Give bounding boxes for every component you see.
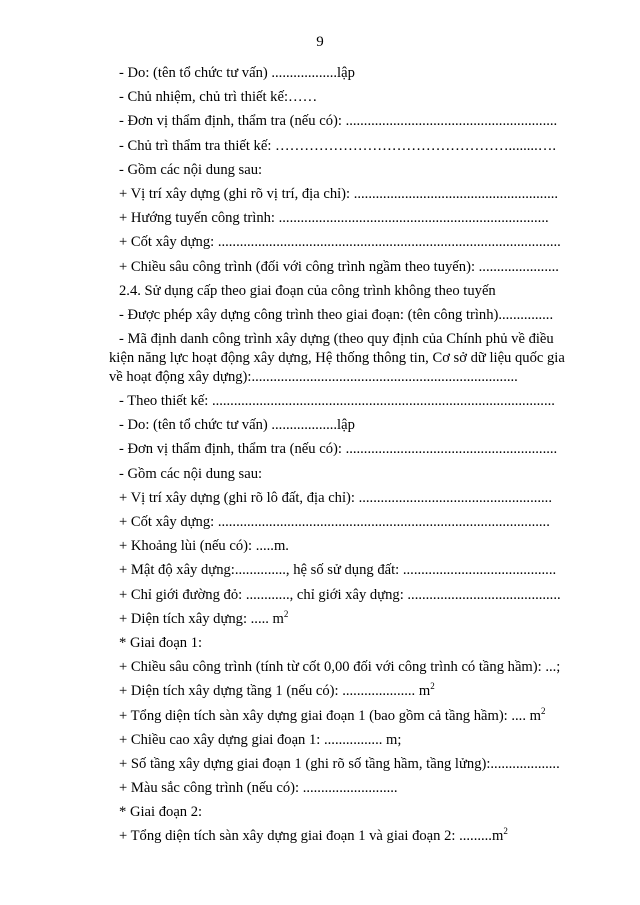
total-floor-area-line-2: + Tổng diện tích sàn xây dựng giai đoạn 1 và giai đoạn 2: $.........m^2$ (119, 827, 508, 845)
section-heading-2-4: 2.4. Sử dụng cấp theo giai đoạn của công trình không theo tuyến (119, 282, 496, 299)
phased-construction-line: - Được phép xây dựng công trình theo giai đoạn: (tên công trình)............... (119, 306, 554, 323)
boundary-line: + Chỉ giới đường đỏ: ............, chỉ giới xây dựng: .......................................... (119, 586, 561, 603)
contents-heading: - Gồm các nội dung sau: (119, 161, 263, 178)
underground-depth-line: + Chiều sâu công trình (đối với công trình ngầm theo tuyến): ...................... (119, 258, 559, 275)
construction-area-line: + Diện tích xây dựng: ..... $m^2$ (119, 609, 289, 627)
consultant-line-2: - Do: (tên tổ chức tư vấn) ..................lập (119, 417, 355, 434)
appraisal-unit-line: - Đơn vị thẩm định, thẩm tra (nếu có): .......................................................... (119, 113, 558, 130)
depth-line: + Chiều sâu công trình (tính từ cốt 0,00 đối với công trình có tầng hầm): ...; (119, 659, 561, 676)
design-line: - Theo thiết kế: .............................................................................................. (119, 393, 555, 410)
document-body (109, 64, 579, 852)
location-line: + Vị trí xây dựng (ghi rõ vị trí, địa chỉ): ........................................................ (119, 185, 559, 202)
design-lead-line: - Chủ nhiệm, chủ trì thiết kế:…… (119, 89, 318, 106)
height-line: + Chiều cao xây dựng giai đoạn 1: ................ m; (119, 731, 402, 748)
route-direction-line: + Hướng tuyến công trình: .......................................................................... (119, 210, 549, 227)
setback-line: + Khoảng lùi (nếu có): .....m. (119, 538, 289, 555)
contents-heading-2: - Gồm các nội dung sau: (119, 465, 263, 482)
color-line: + Màu sắc công trình (nếu có): .......................... (119, 780, 398, 797)
floor-count-line: + Số tầng xây dựng giai đoạn 1 (ghi rõ số tầng hầm, tầng lửng):................... (119, 755, 560, 772)
appraisal-unit-line-2: - Đơn vị thẩm định, thẩm tra (nếu có): .......................................................... (119, 441, 558, 458)
total-floor-area-line-1: + Tổng diện tích sàn xây dựng giai đoạn 1 (bao gồm cả tầng hầm): .... $m^2$ (119, 706, 546, 724)
page-number: 9 (316, 34, 324, 50)
project-id-paragraph: - Mã định danh công trình xây dựng (theo quy định của Chính phủ về điều kiện năng lực hoạt động xây dựng, Hệ thống thông tin, Cơ sở dữ liệu quốc gia về hoạt động xây dựng):......................................................................... (109, 331, 565, 386)
density-line: + Mật độ xây dựng:.............., hệ số sử dụng đất: .......................................... (119, 562, 557, 579)
design-review-lead-line: - Chủ trì thẩm tra thiết kế: …………………………………………........…. (119, 137, 556, 154)
construction-level-line-2: + Cốt xây dựng: ........................................................................................... (119, 514, 550, 530)
consultant-line: - Do: (tên tổ chức tư vấn) ..................lập (119, 65, 355, 81)
construction-level-line: + Cốt xây dựng: .............................................................................................. (119, 234, 561, 251)
plot-location-line: + Vị trí xây dựng (ghi rõ lô đất, địa chỉ): ..................................................... (119, 489, 552, 506)
phase-2-heading: * Giai đoạn 2: (119, 804, 203, 821)
phase-1-heading: * Giai đoạn 1: (119, 634, 203, 651)
floor-1-area-line: + Diện tích xây dựng tầng 1 (nếu có): .................... $m^2$ (119, 682, 435, 700)
